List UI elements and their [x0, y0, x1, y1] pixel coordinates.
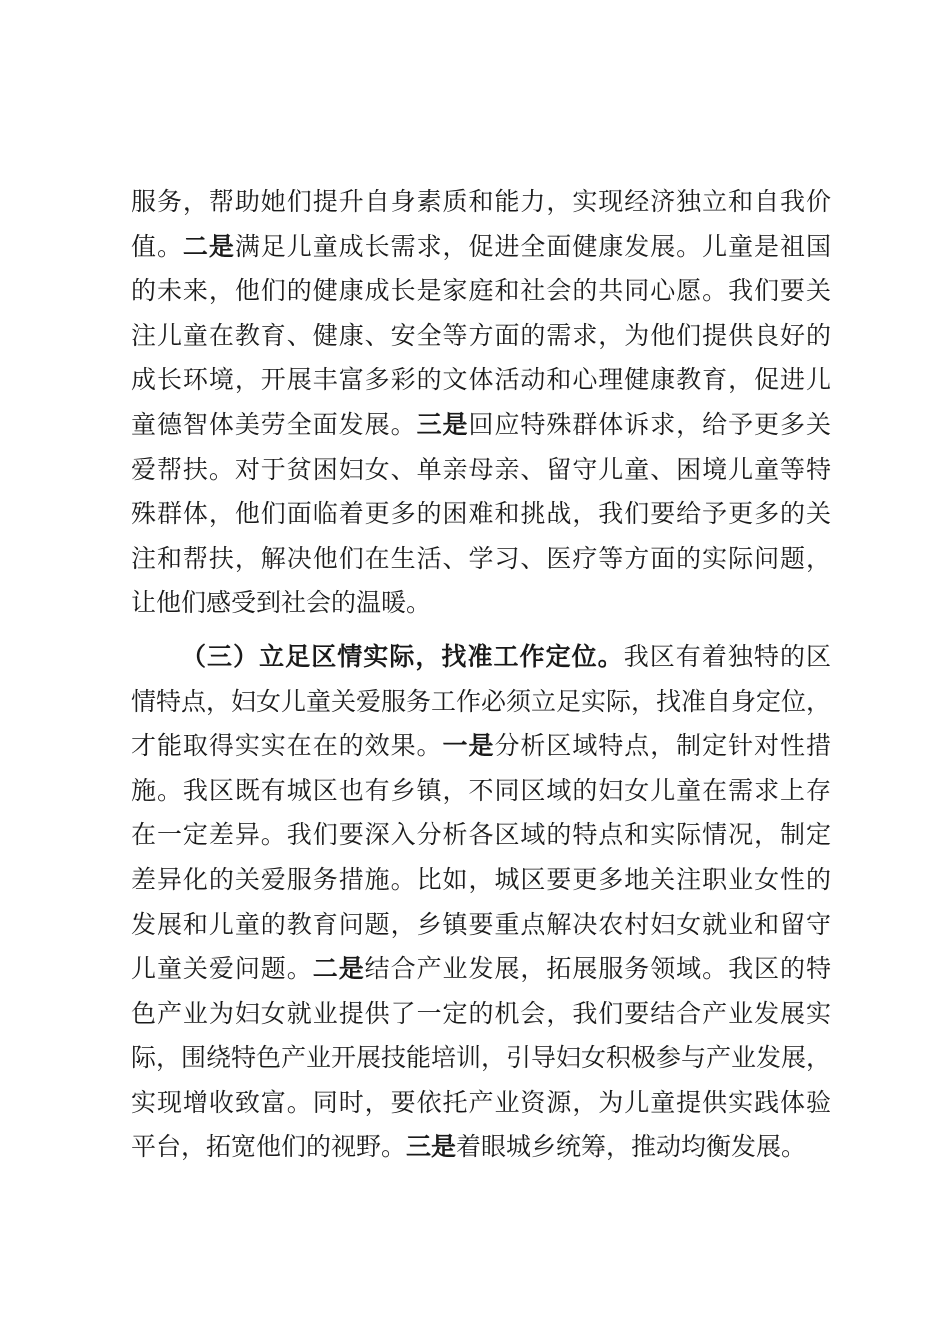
- text-line: [131, 1081, 831, 1126]
- text-run: 服务，帮助她们提升自身素质和能力，实现经济独立和自我价: [131, 187, 831, 216]
- text-run: 值。: [131, 231, 183, 261]
- text-line: [131, 947, 831, 992]
- text-run: 着眼城乡统筹，推动均衡发展。: [456, 1132, 807, 1162]
- text-line: [131, 858, 831, 903]
- bold-text-run: 三是: [406, 1132, 457, 1162]
- text-line: [131, 1125, 831, 1170]
- paragraph-1: [131, 180, 831, 626]
- body-text: [131, 180, 831, 1170]
- text-line: [131, 635, 831, 680]
- text-line: [131, 448, 831, 493]
- text-line: [131, 680, 831, 725]
- text-run: 注儿童在教育、健康、安全等方面的需求，为他们提供良好的: [131, 320, 831, 350]
- text-line: [131, 537, 831, 582]
- bold-text-run: 二是: [312, 954, 365, 984]
- paragraph-gap: [131, 626, 831, 635]
- text-run: 才能取得实实在在的效果。: [131, 731, 443, 761]
- text-line: [131, 1036, 831, 1081]
- text-run: 爱帮扶。对于贫困妇女、单亲母亲、留守儿童、困境儿童等特: [131, 454, 831, 484]
- text-line: [131, 813, 831, 858]
- text-line: [131, 724, 831, 769]
- text-line: [131, 180, 831, 225]
- text-line: [131, 903, 831, 948]
- text-run: 的未来，他们的健康成长是家庭和社会的共同心愿。我们要关: [131, 276, 831, 306]
- text-line: [131, 581, 831, 626]
- text-run: 实现增收致富。同时，要依托产业资源，为儿童提供实践体验: [131, 1087, 831, 1117]
- text-run: 童德智体美劳全面发展。: [131, 409, 417, 439]
- text-line: [131, 269, 831, 314]
- text-run: 回应特殊群体诉求，给予更多关: [468, 409, 831, 439]
- text-run: 际，围绕特色产业开展技能培训，引导妇女积极参与产业发展，: [131, 1043, 832, 1073]
- text-run: 色产业为妇女就业提供了一定的机会，我们要结合产业发展实: [131, 998, 831, 1028]
- text-line: [131, 358, 831, 403]
- text-run: 发展和儿童的教育问题，乡镇要重点解决农村妇女就业和留守: [131, 909, 831, 939]
- text-run: 满足儿童成长需求，促进全面健康发展。儿童是祖国: [234, 231, 831, 261]
- bold-text-run: 一是: [442, 731, 495, 761]
- text-run: 成长环境，开展丰富多彩的文体活动和心理健康教育，促进儿: [131, 365, 831, 395]
- text-line: [131, 403, 831, 448]
- text-line: [131, 492, 831, 537]
- text-line: [131, 225, 831, 270]
- text-run: 差异化的关爱服务措施。比如，城区要更多地关注职业女性的: [131, 864, 831, 894]
- text-run: 让他们感受到社会的温暖。: [131, 588, 432, 618]
- text-line: [131, 992, 831, 1037]
- text-run: 注和帮扶，解决他们在生活、学习、医疗等方面的实际问题，: [131, 543, 831, 573]
- text-run: 情特点，妇女儿童关爱服务工作必须立足实际，找准自身定位，: [131, 686, 832, 716]
- bold-text-run: 二是: [182, 231, 235, 261]
- bold-text-run: （三）立足区情实际，找准工作定位。: [181, 641, 624, 671]
- text-line: [131, 769, 831, 814]
- text-run: 施。我区既有城区也有乡镇，不同区域的妇女儿童在需求上存: [131, 775, 831, 805]
- text-run: 儿童关爱问题。: [131, 954, 313, 984]
- text-run: 在一定差异。我们要深入分析各区域的特点和实际情况，制定: [131, 820, 831, 850]
- text-line: [131, 314, 831, 359]
- text-run: 平台，拓宽他们的视野。: [131, 1132, 407, 1162]
- text-run: 殊群体，他们面临着更多的困难和挑战，我们要给予更多的关: [131, 499, 831, 529]
- paragraph-2: [131, 635, 831, 1170]
- text-run: 结合产业发展，拓展服务领域。我区的特: [364, 954, 831, 984]
- text-run: 分析区域特点，制定针对性措: [494, 731, 831, 761]
- bold-text-run: 三是: [416, 409, 469, 439]
- text-run: 我区有着独特的区: [623, 641, 831, 671]
